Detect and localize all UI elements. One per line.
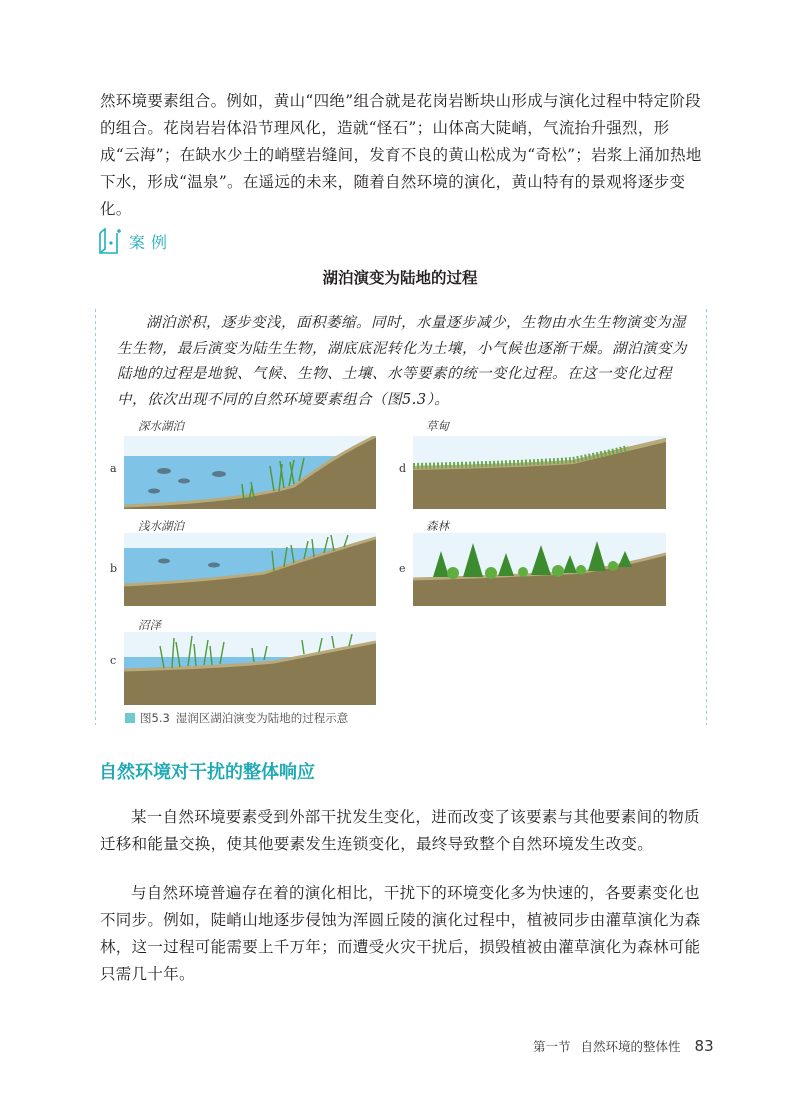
panel-d-label: 草甸 — [426, 419, 449, 433]
caption-text: 湿润区湖泊演变为陆地的过程示意 — [175, 711, 349, 725]
panel-c-letter: c — [110, 654, 117, 667]
panel-e-letter: e — [399, 562, 406, 575]
panel-b-label: 浅水湖泊 — [138, 519, 184, 533]
case-text: 湖泊淤积，逐步变浅，面积萎缩。同时，水量逐步减少，生物由水生生物演变为湿生生物，最后演变为陆生生物，湖底底泥转化为土壤，小气候也逐渐干燥。湖泊演变为陆地的过程是地貌、气候、生物、土壤、水等要素的统一变化过程。在这一变化过程中，依次出现不同的自然环境要素组合（图5.3）。 — [117, 315, 687, 408]
forest-illustration — [413, 533, 666, 606]
footer-title: 自然环境的整体性 — [580, 1039, 681, 1054]
panel-b-letter: b — [110, 562, 118, 575]
caption-number: 图5.3 — [140, 711, 170, 725]
meadow-illustration — [413, 436, 666, 509]
panel-c-label: 沼泽 — [138, 618, 161, 632]
page-number: 83 — [694, 1037, 714, 1055]
shallow-lake-illustration — [124, 533, 376, 606]
section-paragraph-1: 某一自然环境要素受到外部干扰发生变化，进而改变了该要素与其他要素间的物质迁移和能量交换，使其他要素发生连锁变化，最终导致整个自然环境发生改变。 — [100, 808, 700, 853]
section-title: 自然环境对干扰的整体响应 — [99, 762, 315, 783]
page-footer — [533, 1037, 714, 1055]
figure-caption — [125, 710, 348, 726]
marsh-illustration — [124, 632, 376, 705]
panel-a-label: 深水湖泊 — [138, 419, 184, 433]
panel-d-letter: d — [399, 462, 407, 475]
case-heading — [97, 224, 173, 258]
deep-lake-illustration — [124, 436, 376, 509]
case-title: 湖泊演变为陆地的过程 — [322, 269, 478, 287]
book-icon — [97, 227, 123, 255]
case-label: 案例 — [129, 232, 174, 252]
panel-e-label: 森林 — [426, 519, 449, 533]
footer-section: 第一节 — [533, 1039, 571, 1054]
panel-a-letter: a — [110, 462, 117, 475]
section-paragraph-2: 与自然环境普遍存在着的演化相比，干扰下的环境变化多为快速的，各要素变化也不同步。例如，陡峭山地逐步侵蚀为浑圆丘陵的演化过程中，植被同步由灌草演化为森林，这一过程可能需要上千万年；而遭受火灾干扰后，损毁植被由灌草演化为森林可能只需几十年。 — [100, 884, 701, 983]
intro-paragraph: 然环境要素组合。例如，黄山“四绝”组合就是花岗岩断块山形成与演化过程中特定阶段的组合。花岗岩岩体沿节理风化，造就“怪石”；山体高大陡峭，气流抬升强烈，形成“云海”；在缺水少土的峭壁岩缝间，发育不良的黄山松成为“奇松”；岩浆上涌加热地下水，形成“温泉”。在遥远的未来，随着自然环境的演化，黄山特有的景观将逐步变化。 — [100, 92, 702, 218]
caption-marker — [125, 713, 135, 723]
